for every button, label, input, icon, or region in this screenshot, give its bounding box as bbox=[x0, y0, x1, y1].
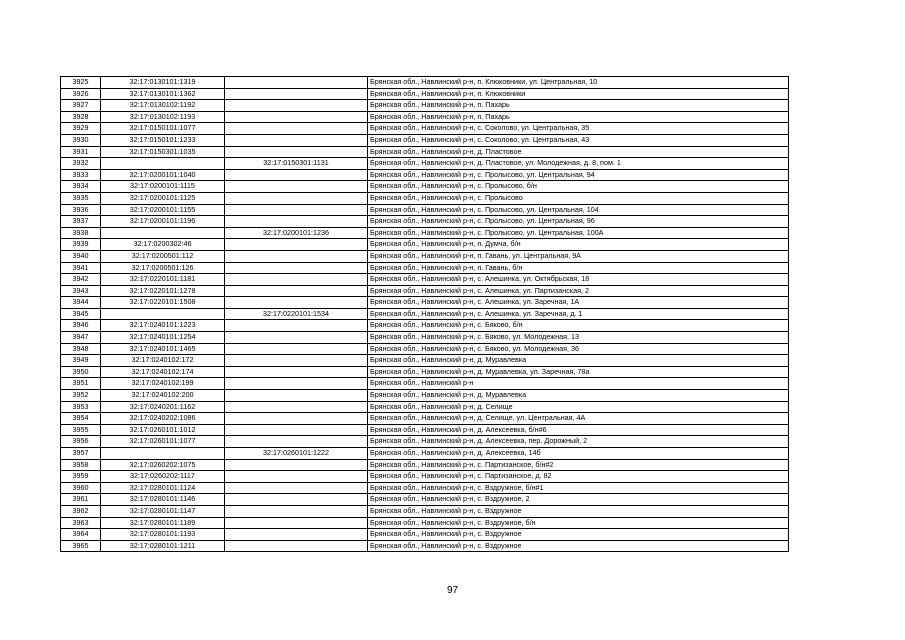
cadastral-number-alt-cell bbox=[225, 192, 368, 204]
cadastral-number-cell: 32:17:0280101:1147 bbox=[101, 505, 225, 517]
table-row bbox=[61, 355, 789, 367]
cadastral-number-alt-cell bbox=[225, 366, 368, 378]
address-cell: Брянская обл., Навлинский р-н, п. Гавань, б/н bbox=[368, 262, 789, 274]
row-number-cell: 3950 bbox=[61, 366, 101, 378]
cadastral-number-alt-cell: 32:17:0220101:1534 bbox=[225, 308, 368, 320]
table-row bbox=[61, 448, 789, 460]
cadastral-number-cell: 32:17:0200101:1125 bbox=[101, 192, 225, 204]
row-number-cell: 3947 bbox=[61, 332, 101, 344]
cadastral-number-cell: 32:17:0200501:126 bbox=[101, 262, 225, 274]
row-number-cell: 3954 bbox=[61, 413, 101, 425]
cadastral-number-alt-cell bbox=[225, 517, 368, 529]
cadastral-number-cell: 32:17:0150301:1035 bbox=[101, 146, 225, 158]
cadastral-number-alt-cell bbox=[225, 297, 368, 309]
table-row bbox=[61, 88, 789, 100]
cadastral-number-alt-cell bbox=[225, 239, 368, 251]
cadastral-number-alt-cell bbox=[225, 378, 368, 390]
cadastral-number-cell: 32:17:0200101:1040 bbox=[101, 169, 225, 181]
row-number-cell: 3932 bbox=[61, 158, 101, 170]
row-number-cell: 3931 bbox=[61, 146, 101, 158]
address-cell: Брянская обл., Навлинский р-н, с. Вздружное, 2 bbox=[368, 494, 789, 506]
row-number-cell: 3927 bbox=[61, 100, 101, 112]
cadastral-number-alt-cell bbox=[225, 250, 368, 262]
cadastral-number-alt-cell bbox=[225, 505, 368, 517]
cadastral-number-cell: 32:17:0280101:1189 bbox=[101, 517, 225, 529]
table-row bbox=[61, 134, 789, 146]
address-cell: Брянская обл., Навлинский р-н, п. Пахарь bbox=[368, 100, 789, 112]
cadastral-number-cell bbox=[101, 308, 225, 320]
cadastral-number-alt-cell bbox=[225, 459, 368, 471]
table-row bbox=[61, 390, 789, 402]
table-row bbox=[61, 181, 789, 193]
cadastral-number-cell: 32:17:0240102:200 bbox=[101, 390, 225, 402]
cadastral-number-cell: 32:17:0240102:174 bbox=[101, 366, 225, 378]
address-cell: Брянская обл., Навлинский р-н, д. Муравлевка bbox=[368, 355, 789, 367]
address-cell: Брянская обл., Навлинский р-н, с. Вздружное bbox=[368, 529, 789, 541]
registry-table-body bbox=[61, 77, 789, 552]
cadastral-number-cell: 32:17:0130101:1319 bbox=[101, 77, 225, 89]
table-row bbox=[61, 239, 789, 251]
address-cell: Брянская обл., Навлинский р-н bbox=[368, 378, 789, 390]
row-number-cell: 3928 bbox=[61, 111, 101, 123]
address-cell: Брянская обл., Навлинский р-н, с. Партизанское, б/н#2 bbox=[368, 459, 789, 471]
table-row bbox=[61, 111, 789, 123]
table-row bbox=[61, 366, 789, 378]
row-number-cell: 3941 bbox=[61, 262, 101, 274]
table-row bbox=[61, 297, 789, 309]
address-cell: Брянская обл., Навлинский р-н, д. Селище bbox=[368, 401, 789, 413]
table-row bbox=[61, 343, 789, 355]
table-row bbox=[61, 227, 789, 239]
cadastral-number-cell bbox=[101, 448, 225, 460]
cadastral-number-cell: 32:17:0200501:112 bbox=[101, 250, 225, 262]
cadastral-number-cell: 32:17:0240101:1465 bbox=[101, 343, 225, 355]
table-row bbox=[61, 192, 789, 204]
address-cell: Брянская обл., Навлинский р-н, с. Вздружное bbox=[368, 505, 789, 517]
row-number-cell: 3953 bbox=[61, 401, 101, 413]
cadastral-number-cell: 32:17:0200101:1155 bbox=[101, 204, 225, 216]
address-cell: Брянская обл., Навлинский р-н, с. Пролысово, ул. Центральная, 94 bbox=[368, 169, 789, 181]
row-number-cell: 3935 bbox=[61, 192, 101, 204]
address-cell: Брянская обл., Навлинский р-н, с. Алешинка, ул. Октябрьская, 18 bbox=[368, 274, 789, 286]
row-number-cell: 3942 bbox=[61, 274, 101, 286]
cadastral-number-alt-cell bbox=[225, 111, 368, 123]
row-number-cell: 3933 bbox=[61, 169, 101, 181]
address-cell: Брянская обл., Навлинский р-н, с. Пролысово, ул. Центральная, 96 bbox=[368, 216, 789, 228]
row-number-cell: 3926 bbox=[61, 88, 101, 100]
row-number-cell: 3940 bbox=[61, 250, 101, 262]
row-number-cell: 3945 bbox=[61, 308, 101, 320]
cadastral-number-alt-cell bbox=[225, 285, 368, 297]
row-number-cell: 3964 bbox=[61, 529, 101, 541]
cadastral-number-alt-cell bbox=[225, 401, 368, 413]
cadastral-number-alt-cell bbox=[225, 274, 368, 286]
cadastral-number-cell: 32:17:0220101:1181 bbox=[101, 274, 225, 286]
row-number-cell: 3948 bbox=[61, 343, 101, 355]
row-number-cell: 3938 bbox=[61, 227, 101, 239]
address-cell: Брянская обл., Навлинский р-н, д. Пластовое bbox=[368, 146, 789, 158]
cadastral-number-cell: 32:17:0240101:1254 bbox=[101, 332, 225, 344]
table-row bbox=[61, 413, 789, 425]
cadastral-number-cell: 32:17:0280101:1146 bbox=[101, 494, 225, 506]
cadastral-number-cell: 32:17:0220101:1278 bbox=[101, 285, 225, 297]
address-cell: Брянская обл., Навлинский р-н, с. Вздружное bbox=[368, 540, 789, 552]
cadastral-number-alt-cell bbox=[225, 169, 368, 181]
address-cell: Брянская обл., Навлинский р-н, с. Вздружное, б/н#1 bbox=[368, 482, 789, 494]
row-number-cell: 3956 bbox=[61, 436, 101, 448]
row-number-cell: 3955 bbox=[61, 424, 101, 436]
address-cell: Брянская обл., Навлинский р-н, с. Партизанское, д. 82 bbox=[368, 471, 789, 483]
table-row bbox=[61, 146, 789, 158]
cadastral-number-cell: 32:17:0130102:1193 bbox=[101, 111, 225, 123]
cadastral-number-cell: 32:17:0200101:1115 bbox=[101, 181, 225, 193]
table-row bbox=[61, 494, 789, 506]
address-cell: Брянская обл., Навлинский р-н, с. Пролысово, б/н bbox=[368, 181, 789, 193]
table-row bbox=[61, 250, 789, 262]
cadastral-number-cell: 32:17:0130101:1362 bbox=[101, 88, 225, 100]
table-row bbox=[61, 540, 789, 552]
table-row bbox=[61, 77, 789, 89]
row-number-cell: 3946 bbox=[61, 320, 101, 332]
cadastral-number-alt-cell bbox=[225, 320, 368, 332]
cadastral-number-alt-cell bbox=[225, 482, 368, 494]
row-number-cell: 3937 bbox=[61, 216, 101, 228]
cadastral-number-alt-cell bbox=[225, 146, 368, 158]
row-number-cell: 3959 bbox=[61, 471, 101, 483]
cadastral-number-alt-cell bbox=[225, 134, 368, 146]
table-row bbox=[61, 471, 789, 483]
cadastral-number-alt-cell bbox=[225, 494, 368, 506]
address-cell: Брянская обл., Навлинский р-н, п. Клюковники, ул. Центральная, 10 bbox=[368, 77, 789, 89]
cadastral-number-cell: 32:17:0260101:1012 bbox=[101, 424, 225, 436]
cadastral-number-alt-cell bbox=[225, 216, 368, 228]
cadastral-number-alt-cell bbox=[225, 181, 368, 193]
cadastral-number-cell: 32:17:0260202:1075 bbox=[101, 459, 225, 471]
cadastral-number-alt-cell: 32:17:0260101:1222 bbox=[225, 448, 368, 460]
address-cell: Брянская обл., Навлинский р-н, д. Пластовое, ул. Молодежная, д. 8, пом. 1 bbox=[368, 158, 789, 170]
address-cell: Брянская обл., Навлинский р-н, д. Селище, ул. Центральная, 4А bbox=[368, 413, 789, 425]
table-row bbox=[61, 436, 789, 448]
table-row bbox=[61, 169, 789, 181]
cadastral-number-cell: 32:17:0200101:1196 bbox=[101, 216, 225, 228]
cadastral-number-alt-cell bbox=[225, 100, 368, 112]
cadastral-number-cell: 32:17:0260202:1117 bbox=[101, 471, 225, 483]
cadastral-number-cell: 32:17:0280101:1124 bbox=[101, 482, 225, 494]
address-cell: Брянская обл., Навлинский р-н, п. Пахарь bbox=[368, 111, 789, 123]
document-page bbox=[60, 76, 788, 552]
row-number-cell: 3962 bbox=[61, 505, 101, 517]
address-cell: Брянская обл., Навлинский р-н, с. Бяково, ул. Молодежная, 36 bbox=[368, 343, 789, 355]
row-number-cell: 3949 bbox=[61, 355, 101, 367]
address-cell: Брянская обл., Навлинский р-н, с. Бяково, ул. Молодежная, 13 bbox=[368, 332, 789, 344]
property-registry-table bbox=[60, 76, 789, 552]
table-row bbox=[61, 123, 789, 135]
cadastral-number-alt-cell bbox=[225, 88, 368, 100]
address-cell: Брянская обл., Навлинский р-н, с. Пролысово, ул. Центральная, 100А bbox=[368, 227, 789, 239]
table-row bbox=[61, 262, 789, 274]
row-number-cell: 3951 bbox=[61, 378, 101, 390]
table-row bbox=[61, 158, 789, 170]
address-cell: Брянская обл., Навлинский р-н, с. Соколово, ул. Центральная, 43 bbox=[368, 134, 789, 146]
address-cell: Брянская обл., Навлинский р-н, п. Гавань, ул. Центральная, 9А bbox=[368, 250, 789, 262]
cadastral-number-cell: 32:17:0260101:1077 bbox=[101, 436, 225, 448]
address-cell: Брянская обл., Навлинский р-н, с. Алешинка, ул. Партизанская, 2 bbox=[368, 285, 789, 297]
address-cell: Брянская обл., Навлинский р-н, п. Думча, б/н bbox=[368, 239, 789, 251]
cadastral-number-alt-cell bbox=[225, 204, 368, 216]
page-number: 97 bbox=[446, 585, 459, 596]
address-cell: Брянская обл., Навлинский р-н, с. Соколово, ул. Центральная, 35 bbox=[368, 123, 789, 135]
cadastral-number-cell: 32:17:0280101:1211 bbox=[101, 540, 225, 552]
row-number-cell: 3961 bbox=[61, 494, 101, 506]
table-row bbox=[61, 482, 789, 494]
row-number-cell: 3965 bbox=[61, 540, 101, 552]
table-row bbox=[61, 216, 789, 228]
table-row bbox=[61, 204, 789, 216]
cadastral-number-alt-cell bbox=[225, 355, 368, 367]
table-row bbox=[61, 100, 789, 112]
row-number-cell: 3939 bbox=[61, 239, 101, 251]
cadastral-number-cell: 32:17:0130102:1192 bbox=[101, 100, 225, 112]
table-row bbox=[61, 459, 789, 471]
cadastral-number-alt-cell bbox=[225, 343, 368, 355]
table-row bbox=[61, 274, 789, 286]
cadastral-number-cell: 32:17:0280101:1193 bbox=[101, 529, 225, 541]
table-row bbox=[61, 320, 789, 332]
cadastral-number-cell: 32:17:0240102:172 bbox=[101, 355, 225, 367]
cadastral-number-cell: 32:17:0220101:1508 bbox=[101, 297, 225, 309]
address-cell: Брянская обл., Навлинский р-н, д. Муравлевка bbox=[368, 390, 789, 402]
cadastral-number-cell: 32:17:0240201:1162 bbox=[101, 401, 225, 413]
row-number-cell: 3930 bbox=[61, 134, 101, 146]
cadastral-number-alt-cell bbox=[225, 123, 368, 135]
cadastral-number-alt-cell bbox=[225, 413, 368, 425]
cadastral-number-cell: 32:17:0240202:1086 bbox=[101, 413, 225, 425]
cadastral-number-alt-cell bbox=[225, 471, 368, 483]
row-number-cell: 3958 bbox=[61, 459, 101, 471]
row-number-cell: 3943 bbox=[61, 285, 101, 297]
cadastral-number-cell: 32:17:0150101:1077 bbox=[101, 123, 225, 135]
address-cell: Брянская обл., Навлинский р-н, с. Пролысово, ул. Центральная, 104 bbox=[368, 204, 789, 216]
table-row bbox=[61, 401, 789, 413]
cadastral-number-alt-cell bbox=[225, 424, 368, 436]
cadastral-number-cell bbox=[101, 227, 225, 239]
row-number-cell: 3936 bbox=[61, 204, 101, 216]
cadastral-number-alt-cell bbox=[225, 262, 368, 274]
table-row bbox=[61, 505, 789, 517]
cadastral-number-cell: 32:17:0200302:46 bbox=[101, 239, 225, 251]
table-row bbox=[61, 308, 789, 320]
row-number-cell: 3944 bbox=[61, 297, 101, 309]
address-cell: Брянская обл., Навлинский р-н, д. Муравлевка, ул. Заречная, 78а bbox=[368, 366, 789, 378]
row-number-cell: 3925 bbox=[61, 77, 101, 89]
address-cell: Брянская обл., Навлинский р-н, с. Бяково, б/н bbox=[368, 320, 789, 332]
address-cell: Брянская обл., Навлинский р-н, с. Алешинка, ул. Заречная, 1А bbox=[368, 297, 789, 309]
table-row bbox=[61, 424, 789, 436]
table-row bbox=[61, 529, 789, 541]
cadastral-number-cell: 32:17:0240102:199 bbox=[101, 378, 225, 390]
table-row bbox=[61, 285, 789, 297]
address-cell: Брянская обл., Навлинский р-н, д. Алексеевка, б/н#6 bbox=[368, 424, 789, 436]
address-cell: Брянская обл., Навлинский р-н, п. Клюковники bbox=[368, 88, 789, 100]
cadastral-number-alt-cell bbox=[225, 332, 368, 344]
row-number-cell: 3960 bbox=[61, 482, 101, 494]
cadastral-number-alt-cell bbox=[225, 540, 368, 552]
address-cell: Брянская обл., Навлинский р-н, с. Пролысово bbox=[368, 192, 789, 204]
address-cell: Брянская обл., Навлинский р-н, с. Вздружное, б/н bbox=[368, 517, 789, 529]
cadastral-number-alt-cell bbox=[225, 529, 368, 541]
table-row bbox=[61, 378, 789, 390]
row-number-cell: 3952 bbox=[61, 390, 101, 402]
row-number-cell: 3957 bbox=[61, 448, 101, 460]
cadastral-number-cell: 32:17:0150101:1233 bbox=[101, 134, 225, 146]
row-number-cell: 3929 bbox=[61, 123, 101, 135]
cadastral-number-cell: 32:17:0240101:1223 bbox=[101, 320, 225, 332]
cadastral-number-alt-cell bbox=[225, 77, 368, 89]
address-cell: Брянская обл., Навлинский р-н, д. Алексеевка, 14б bbox=[368, 448, 789, 460]
row-number-cell: 3963 bbox=[61, 517, 101, 529]
address-cell: Брянская обл., Навлинский р-н, с. Алешинка, ул. Заречная, д. 1 bbox=[368, 308, 789, 320]
cadastral-number-cell bbox=[101, 158, 225, 170]
cadastral-number-alt-cell bbox=[225, 436, 368, 448]
table-row bbox=[61, 332, 789, 344]
cadastral-number-alt-cell: 32:17:0150301:1131 bbox=[225, 158, 368, 170]
table-row bbox=[61, 517, 789, 529]
cadastral-number-alt-cell: 32:17:0200101:1236 bbox=[225, 227, 368, 239]
cadastral-number-alt-cell bbox=[225, 390, 368, 402]
row-number-cell: 3934 bbox=[61, 181, 101, 193]
address-cell: Брянская обл., Навлинский р-н, д. Алексеевка, пер. Дорожный, 2 bbox=[368, 436, 789, 448]
